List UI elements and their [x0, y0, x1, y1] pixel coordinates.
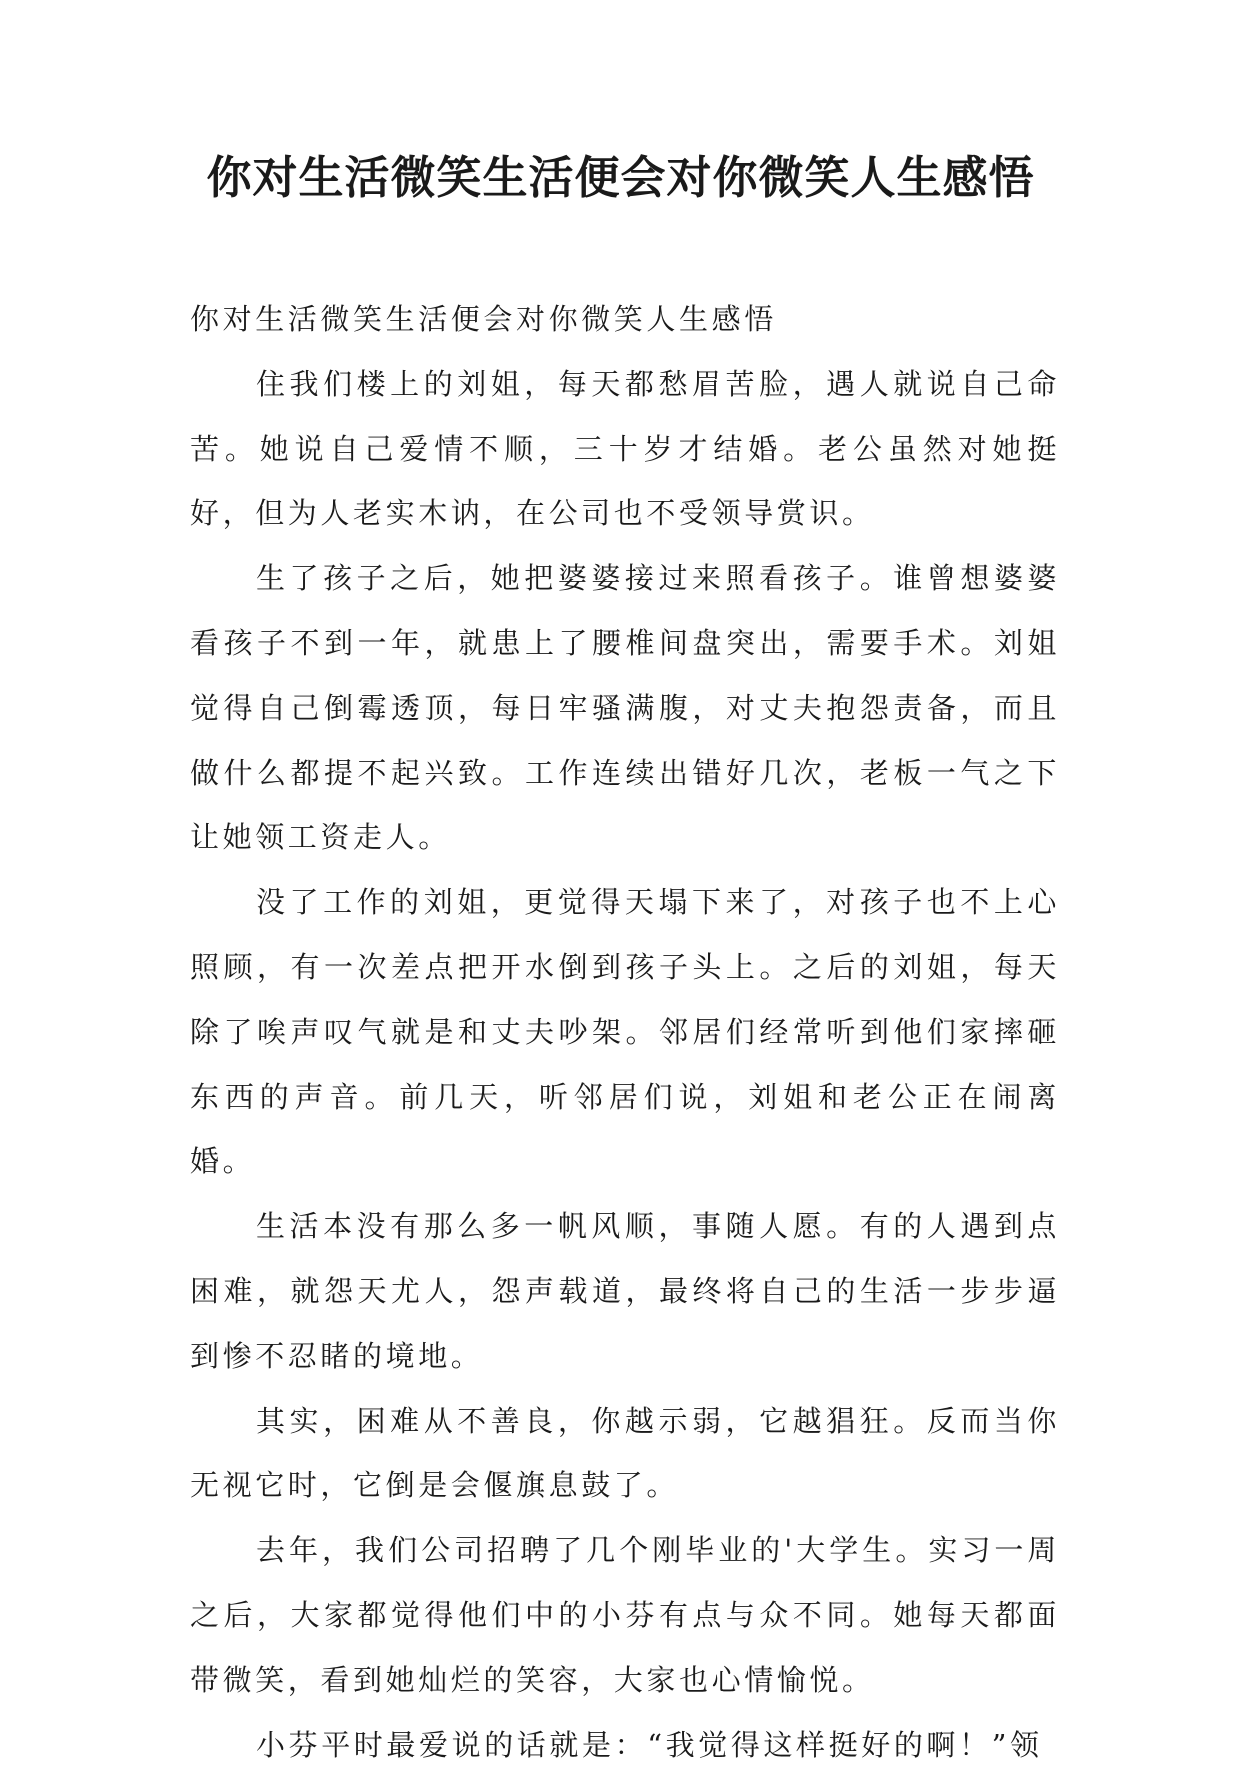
paragraph: 生活本没有那么多一帆风顺，事随人愿。有的人遇到点困难，就怨天尤人，怨声载道，最终将自己的生活一步步逼到惨不忍睹的境地。: [190, 1209, 1060, 1373]
document-subtitle: 你对生活微笑生活便会对你微笑人生感悟: [190, 302, 777, 336]
paragraph: 去年，我们公司招聘了几个刚毕业的'大学生。实习一周之后，大家都觉得他们中的小芬有点与众不同。她每天都面带微笑，看到她灿烂的笑容，大家也心情愉悦。: [190, 1533, 1060, 1697]
paragraph: 生了孩子之后，她把婆婆接过来照看孩子。谁曾想婆婆看孩子不到一年，就患上了腰椎间盘突出，需要手术。刘姐觉得自己倒霉透顶，每日牢骚满腹，对丈夫抱怨责备，而且做什么都提不起兴致。工作连续出错好几次，老板一气之下让她领工资走人。: [190, 561, 1060, 855]
document-body: [190, 287, 1060, 1777]
paragraph: 没了工作的刘姐，更觉得天塌下来了，对孩子也不上心照顾，有一次差点把开水倒到孩子头上。之后的刘姐，每天除了唉声叹气就是和丈夫吵架。邻居们经常听到他们家摔砸东西的声音。前几天，听邻居们说，刘姐和老公正在闹离婚。: [190, 885, 1060, 1179]
paragraph: 其实，困难从不善良，你越示弱，它越猖狂。反而当你无视它时，它倒是会偃旗息鼓了。: [190, 1403, 1060, 1503]
document-title: 你对生活微笑生活便会对你微笑人生感悟: [206, 151, 1035, 204]
paragraph: 住我们楼上的刘姐，每天都愁眉苦脸，遇人就说自己命苦。她说自己爱情不顺，三十岁才结婚。老公虽然对她挺好，但为人老实木讷，在公司也不受领导赏识。: [190, 366, 1060, 531]
paragraph: 小芬平时最爱说的话就是：“我觉得这样挺好的啊！”领: [256, 1727, 1043, 1762]
